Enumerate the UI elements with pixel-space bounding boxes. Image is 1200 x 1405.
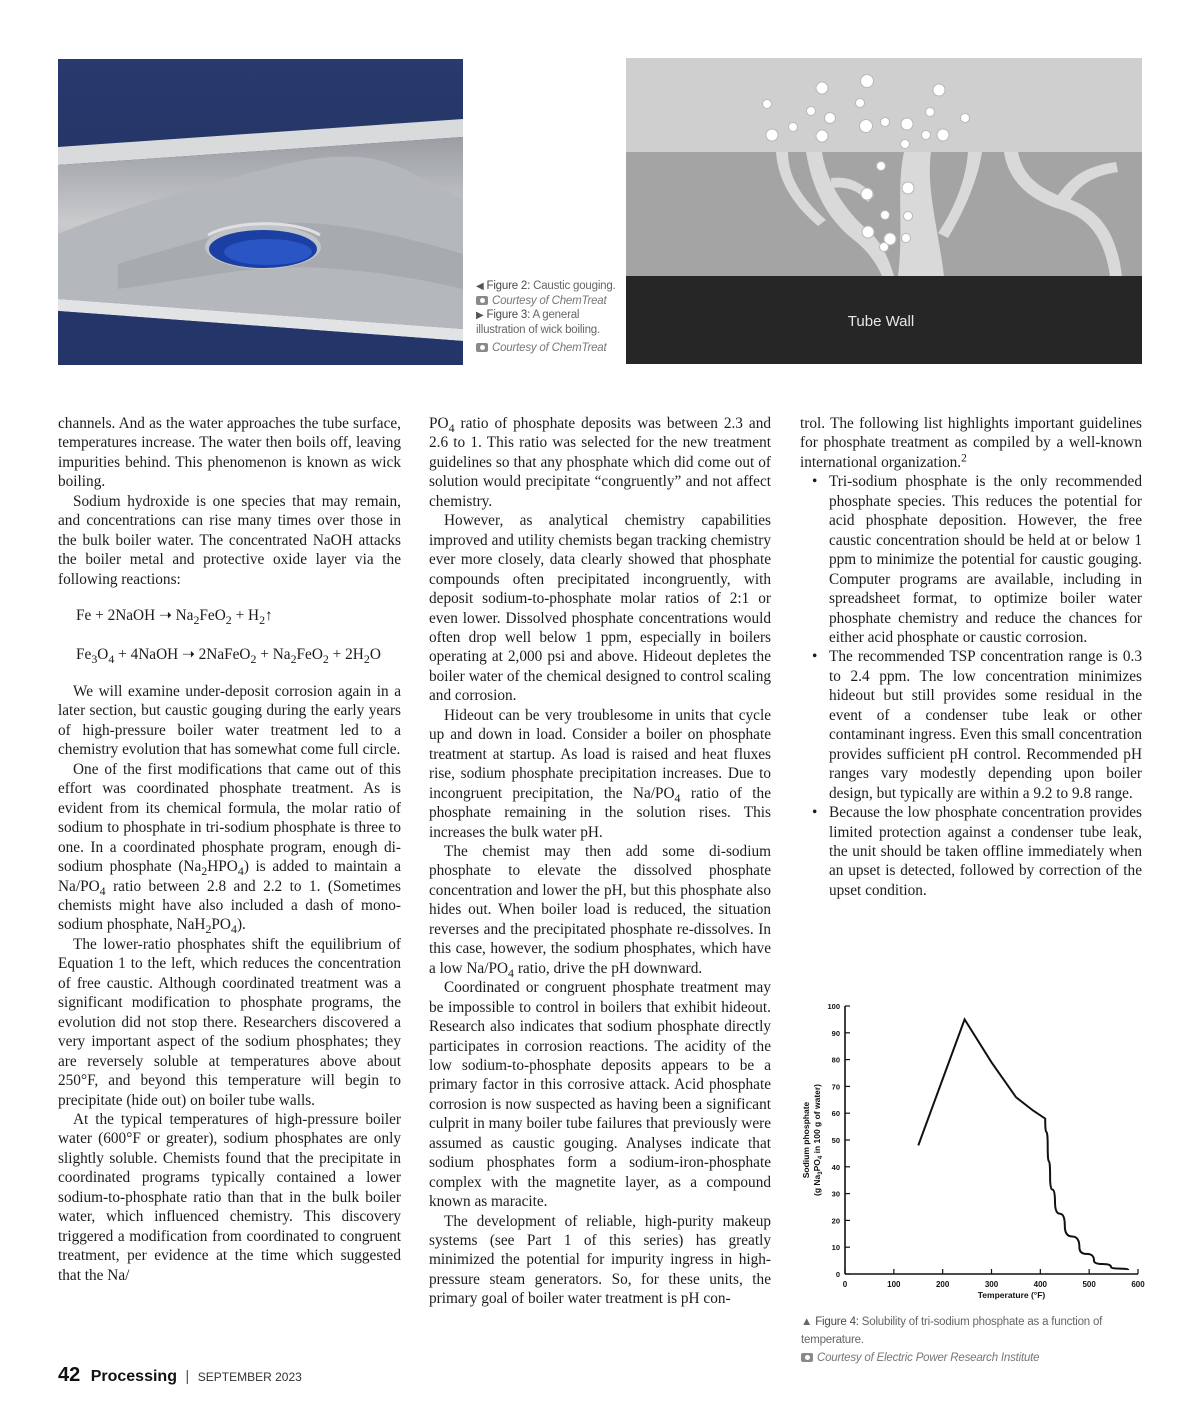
arrow-up-icon: ▲ bbox=[801, 1316, 813, 1328]
camera-icon bbox=[476, 343, 488, 352]
article-column-2 bbox=[429, 414, 771, 1309]
paragraph: At the typical temperatures of high-pressure boiler water (600°F or greater), sodium phosphates are only slightly soluble. Chemists found that the precipitate in coordinated programs typically contained a lower sodium-to-phosphate ratio than that in the bulk boiler water, which influenced chemistry. This discovery triggered a modification from coordinated to congruent treatment, per evidence at the time which suggested that the Na/ bbox=[58, 1110, 401, 1284]
series-line bbox=[918, 1019, 1128, 1270]
figure-2-photo bbox=[58, 59, 463, 365]
reference-superscript: 2 bbox=[961, 452, 967, 465]
arrow-left-icon: ◀ bbox=[476, 281, 484, 292]
x-axis-label: Temperature (°F) bbox=[977, 1290, 1046, 1300]
paragraph: channels. And as the water approaches the tube surface, temperatures increase. The water then boils off, leaving impurities behind. This phenomenon is known as wick boiling. bbox=[58, 415, 401, 491]
figure-3-text: A general illustration of wick boiling. bbox=[476, 309, 600, 336]
y-tick-label: 100 bbox=[827, 1002, 840, 1011]
paragraph: The lower-ratio phosphates shift the equilibrium of Equation 1 to the left, which reduces the concentration of free caustic. Although coordinated treatment was a significant modification to phosphate programs, the evolution did not stop there. Researchers discovered a very important aspect of the sodium phosphates; they are reversely soluble at temperatures above about 250°F, and beyond this temperature will begin to precipitate (hide out) on boiler tube walls. bbox=[58, 935, 401, 1109]
equation-1: Fe + 2NaOH ➝ $Na_2FeO_2$ + $H_2↑$ bbox=[76, 607, 273, 628]
paragraph: The chemist may then add some di-sodium phosphate to elevate the dissolved phosphate concentration and lower the pH, but this phosphate also hides out. When boiler load is reduced, the situation reverses and the precipitated phosphate re-dissolves. In this case, however, the sodium phosphates, which have a low $Na/PO_4$ ratio, drive the pH downward. bbox=[429, 842, 771, 980]
page-number: 42 bbox=[58, 1364, 81, 1386]
y-axis-label bbox=[801, 1084, 824, 1196]
list-item: • The recommended TSP concentration range is 0.3 to 2.4 ppm. The low concentration minimizes hideout but still provides some residual in the event of a condenser tube leak or other contaminant ingress. Even this small concentration provides sufficient pH control. Recommended pH ranges vary modestly depending upon boiler design, but typically are within a 9.2 to 9.8 range. bbox=[800, 647, 1142, 803]
list-item: • Tri-sodium phosphate is the only recommended phosphate species. This reduces the potential for acid phosphate deposition. However, the free caustic concentration should be held at or below 1 ppm to minimize the potential for caustic gouging. Computer programs are available, including in spreadsheet format, to optimize boiler water phosphate chemistry and reduce the chances for either acid phosphate or caustic corrosion. bbox=[800, 472, 1142, 647]
paragraph: However, as analytical chemistry capabilities improved and utility chemists began tracking chemistry ever more closely, data clearly showed that phosphate compounds often precipitated incongruently, with deposit sodium-to-phosphate molar ratios of 2:1 or even lower. Dissolved phosphate concentrations would often drop well below 1 ppm, especially in boilers operating at 2,000 psi and above. Hideout depletes the boiler water of the chemical designed to control scaling and corrosion. bbox=[429, 512, 771, 705]
figure-2-text: Caustic gouging. bbox=[530, 280, 616, 292]
article-column-3 bbox=[800, 414, 1142, 900]
figure-4-text: Solubility of tri-sodium phosphate as a function of temperature. bbox=[801, 1316, 1103, 1346]
article-column-1 bbox=[58, 414, 401, 1285]
guidelines-list bbox=[800, 472, 1142, 900]
y-tick-label: 60 bbox=[831, 1109, 840, 1119]
figure-3-label: Figure 3: bbox=[486, 309, 531, 321]
issue-date: SEPTEMBER 2023 bbox=[197, 1370, 302, 1384]
figure-2-caption bbox=[476, 279, 621, 294]
y-tick-label: 0 bbox=[835, 1270, 840, 1279]
footer-separator: | bbox=[185, 1368, 190, 1385]
x-tick-label: 100 bbox=[887, 1280, 901, 1289]
figure-2-label: Figure 2: bbox=[486, 280, 531, 292]
svg-text:(g Na3PO4 in 100 g of water): (g $Na_3PO_4$ in 100 g of water) bbox=[812, 1083, 824, 1197]
tube-wall-label: Tube Wall bbox=[847, 313, 915, 330]
publication-name: Processing bbox=[90, 1368, 177, 1385]
y-tick-label: 50 bbox=[831, 1136, 840, 1145]
bulk-water-zone bbox=[626, 58, 1142, 152]
figure-3-illustration bbox=[626, 58, 1142, 364]
figure-3-credit: Courtesy of ChemTreat bbox=[476, 341, 621, 355]
paragraph: Sodium hydroxide is one species that may remain, and concentrations can rise many times over those in the bulk boiler water. The concentrated NaOH attacks the boiler metal and protective oxide layer via the following reactions: bbox=[58, 492, 401, 588]
figure-2-3-captions bbox=[476, 279, 621, 355]
paragraph: $PO_4$ ratio of phosphate deposits was between 2.3 and 2.6 to 1. This ratio was selected for the new treatment guidelines so that any phosphate which did come out of solution would precipitate “congruently” and not affect chemistry. bbox=[429, 415, 771, 510]
y-tick-label: 70 bbox=[831, 1082, 840, 1092]
x-tick-label: 500 bbox=[1082, 1280, 1096, 1289]
paragraph: The development of reliable, high-purity makeup systems (see Part 1 of this series) has greatly minimized the potential for impurity ingress in high-pressure steam generators. So, for these units, the primary goal of boiler water treatment is pH con- bbox=[429, 1212, 771, 1308]
paragraph: Hideout can be very troublesome in units that cycle up and down in load. Consider a boiler on phosphate treatment at startup. As load is raised and heat fluxes rise, sodium phosphate precipitation increases. Due to incongruent precipitation, the $Na/PO_4$ ratio of the phosphate remaining in the solution rises. This increases the bulk water pH. bbox=[429, 706, 771, 841]
camera-icon bbox=[476, 296, 488, 305]
caustic-gouging-image bbox=[58, 59, 463, 365]
x-tick-label: 0 bbox=[842, 1280, 848, 1289]
solubility-chart bbox=[800, 998, 1150, 1306]
equation-2: $Fe_3O_4$ + 4NaOH ➝ 2NaFeO$_2$ + $Na_2FeO_2 + 2H_2O$ bbox=[76, 645, 381, 666]
figure-3-caption bbox=[476, 308, 621, 337]
paragraph: trol. The following list highlights important guidelines for phosphate treatment as compiled by a well-known international organization.$^2$ bbox=[800, 415, 1142, 471]
y-tick-label: 20 bbox=[831, 1216, 840, 1226]
y-tick-label: 80 bbox=[831, 1055, 840, 1065]
paragraph: We will examine under-deposit corrosion again in a later section, but caustic gouging during the early years of high-pressure boiler water treatment led to a chemistry evolution that has somewhat come full circle. bbox=[58, 682, 401, 759]
paragraph: Coordinated or congruent phosphate treatment may be impossible to control in boilers that exhibit hideout. Research also indicates that sodium phosphate directly participates in corrosion reactions. The acidity of the low sodium-to-phosphate deposits appears to be a primary factor in this corrosive attack. Acid phosphate corrosion is now suspected as having been a significant culprit in many boiler tube failures that previously were assumed as caustic gouging. Analyses indicate that sodium phosphates form a sodium-iron-phosphate complex with the magnetite layer, as a compound known as maracite. bbox=[429, 979, 771, 1211]
y-tick-label: 40 bbox=[831, 1162, 840, 1172]
arrow-right-icon: ▶ bbox=[476, 310, 484, 321]
figure-4-chart bbox=[800, 998, 1150, 1306]
page-footer bbox=[58, 1364, 302, 1387]
y-tick-label: 90 bbox=[831, 1028, 840, 1038]
paragraph: One of the first modifications that came out of this effort was coordinated phosphate treatment. As is evident from its chemical formula, the molar ratio of sodium to phosphate in tri-sodium phosphate is three to one. In a coordinated phosphate program, enough di-sodium phosphate $(Na_2HPO_4)$ is added to maintain a $Na/PO_4$ ratio between 2.8 and 2.2 to 1. (Sometimes chemists might have also included a dash of mono-sodium phosphate, $NaH_2PO_4$). bbox=[58, 760, 401, 937]
figure-4-caption bbox=[801, 1313, 1151, 1367]
x-tick-label: 600 bbox=[1131, 1280, 1145, 1289]
y-tick-label: 10 bbox=[831, 1243, 840, 1253]
svg-text:Sodium phosphate: Sodium phosphate bbox=[801, 1101, 811, 1179]
figure-2-credit: Courtesy of ChemTreat bbox=[476, 294, 621, 308]
figure-4-credit: Courtesy of Electric Power Research Institute bbox=[801, 1349, 1151, 1367]
figure-4-label: Figure 4: bbox=[815, 1316, 859, 1328]
camera-icon bbox=[801, 1353, 813, 1362]
x-tick-label: 400 bbox=[1033, 1280, 1048, 1289]
y-tick-label: 30 bbox=[831, 1189, 840, 1199]
wick-boiling-diagram bbox=[626, 58, 1142, 364]
x-tick-label: 300 bbox=[984, 1280, 999, 1289]
list-item: • Because the low phosphate concentration provides limited protection against a condenser tube leak, the unit should be taken offline immediately when an upset is detected, followed by correction of the upset condition. bbox=[800, 803, 1142, 900]
x-tick-label: 200 bbox=[935, 1280, 950, 1289]
